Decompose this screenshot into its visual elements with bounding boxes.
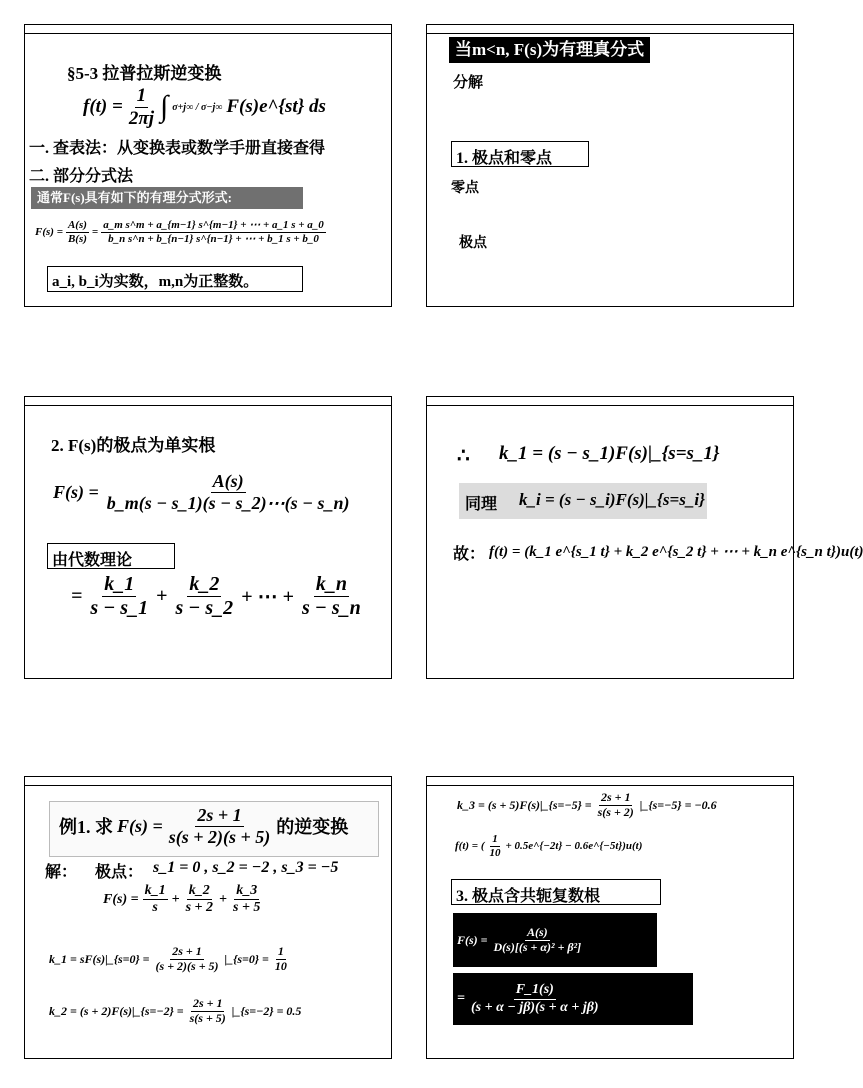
ft-rest: + 0.5e^{−2t} − 0.6e^{−5t})u(t) <box>505 840 643 853</box>
k1-eval: |_{s=0} = <box>224 951 269 966</box>
plus: + <box>219 891 227 907</box>
rational-ratio <box>66 219 89 245</box>
ki-formula: k_i = (s − s_i)F(s)|_{s=s_i} <box>519 490 705 509</box>
slide-top-rule <box>427 33 793 34</box>
ellipsis: + ⋯ + <box>241 586 294 608</box>
k3-ratio <box>596 791 636 820</box>
therefore-sign: ∴ <box>457 445 470 467</box>
k2-ratio <box>188 997 228 1026</box>
partial-fractions <box>103 883 262 916</box>
partial-fraction-sum <box>71 573 363 620</box>
term-n-den: s − s_n <box>301 597 361 619</box>
rational-eq: = <box>91 226 99 239</box>
term-2-den: s − s_2 <box>175 597 234 619</box>
rational-num: A(s) <box>67 219 87 231</box>
example-num: 2s + 1 <box>197 805 242 825</box>
zeros-label: 零点 <box>451 181 479 196</box>
fs-formula <box>53 471 352 513</box>
inverse-coefficient <box>127 85 156 130</box>
poly-num: a_m s^m + a_{m−1} s^{m−1} + ⋯ + a_1 s + a_0 <box>103 219 324 231</box>
c2-den: (s + α − jβ)(s + α + jβ) <box>470 999 599 1015</box>
coef-den: 2πj <box>128 107 154 129</box>
poly-den: b_n s^n + b_{n−1} s^{n−1} + ⋯ + b_1 s + b_0 <box>108 232 319 245</box>
pf-term-3-num: k_3 <box>234 883 259 900</box>
c1-den: D(s)[(s + α)² + β²] <box>493 939 582 954</box>
k3-eval: |_{s=−5} = −0.6 <box>639 797 717 812</box>
example-label: 例1. 求 <box>59 817 113 838</box>
coefficients-note: a_i, b_i为实数，m,n为正整数。 <box>52 274 259 290</box>
k2-num: 2s + 1 <box>192 996 223 1010</box>
method-1: 一. 查表法：从变换表或数学手册直接查得 <box>29 140 326 157</box>
pf-term-3 <box>231 883 262 916</box>
slide-top-rule <box>25 33 391 34</box>
algebra-theory: 由代数理论 <box>52 552 133 569</box>
example-den: s(s + 2)(s + 5) <box>168 826 271 847</box>
fs-num: A(s) <box>212 471 244 491</box>
slide-top-rule <box>25 785 391 786</box>
ft-num: 1 <box>492 833 498 845</box>
term-1 <box>88 573 150 620</box>
same-reasoning-label: 同理 <box>465 496 498 513</box>
example-ratio <box>167 805 273 847</box>
c2-eq: = <box>457 991 465 1006</box>
rational-form <box>35 219 326 245</box>
poles-values: s_1 = 0 , s_2 = −2 , s_3 = −5 <box>153 859 339 876</box>
rational-den: B(s) <box>67 232 87 245</box>
highlight-banner: 通常F(s)具有如下的有理分式形式: <box>31 187 303 209</box>
slide-title: 2. F(s)的极点为单实根 <box>51 436 216 455</box>
decompose-label: 分解 <box>453 75 484 91</box>
fs-den: b_m(s − s_1)(s − s_2)⋯(s − s_n) <box>106 492 350 513</box>
k1-den: (s + 2)(s + 5) <box>155 958 219 973</box>
slide-2 <box>426 24 794 307</box>
coef-num: 1 <box>136 85 147 106</box>
k1-computation <box>49 945 289 974</box>
ft-result <box>455 833 642 859</box>
example-suffix: 的逆变换 <box>276 817 349 838</box>
c2-num: F_1(s) <box>514 982 556 999</box>
method-2: 二. 部分分式法 <box>29 168 134 185</box>
slide-top-rule <box>25 405 391 406</box>
pf-term-2 <box>184 883 215 916</box>
plus: + <box>156 585 168 607</box>
k1-result <box>273 945 289 974</box>
k3-lhs: k_3 = (s + 5)F(s)|_{s=−5} = <box>457 797 592 812</box>
poles-label: 极点 <box>459 236 487 251</box>
pf-term-2-den: s + 2 <box>185 900 214 916</box>
poles-zeros-box <box>451 141 589 167</box>
slide-5 <box>24 776 392 1059</box>
integrand: F(s)e^{st} ds <box>226 96 326 118</box>
result-formula: f(t) = (k_1 e^{s_1 t} + k_2 e^{s_2 t} + ⋯ + k_n e^{s_n t})u(t) <box>489 544 863 560</box>
complex-formula-2 <box>453 973 693 1025</box>
k1-formula: k_1 = (s − s_1)F(s)|_{s=s_1} <box>499 443 720 464</box>
inverse-formula <box>83 85 326 130</box>
algebra-theory-box <box>47 543 175 569</box>
example-line <box>59 805 348 847</box>
k1-num: 2s + 1 <box>172 944 202 958</box>
poles-label: 极点： <box>95 864 144 881</box>
term-2-num: k_2 <box>189 573 220 595</box>
inverse-lhs: f(t) = <box>83 96 123 118</box>
example-fs: F(s) = <box>117 815 163 836</box>
result-label: 故： <box>453 546 486 563</box>
coefficients-note-box <box>47 266 303 292</box>
slide-title: §5-3 拉普拉斯逆变换 <box>67 64 222 83</box>
rational-lhs: F(s) = <box>35 226 63 239</box>
pf-term-3-den: s + 5 <box>233 900 261 916</box>
slide-top-rule <box>427 785 793 786</box>
term-1-num: k_1 <box>104 573 135 595</box>
pf-term-1-den: s <box>152 900 158 916</box>
k1-result-num: 1 <box>277 944 284 958</box>
complex-roots-box <box>451 879 661 905</box>
integral-sign: ∫ <box>160 90 169 124</box>
plus: + <box>171 891 180 907</box>
pf-term-2-num: k_2 <box>187 883 212 900</box>
k2-computation <box>49 997 301 1026</box>
term-2 <box>174 573 236 620</box>
k1-lhs: k_1 = sF(s)|_{s=0} = <box>49 951 150 966</box>
slide-top-rule <box>427 405 793 406</box>
integral-limits: σ+j∞ / σ−j∞ <box>172 101 223 113</box>
term-n <box>300 573 363 620</box>
slide-1 <box>24 24 392 307</box>
c1-ratio <box>492 926 584 955</box>
k2-den: s(s + 5) <box>189 1010 226 1025</box>
sum-eq: = <box>71 585 83 607</box>
c2-ratio <box>469 982 601 1015</box>
term-n-num: k_n <box>315 573 347 595</box>
c1-lhs: F(s) = <box>457 932 488 947</box>
k1-ratio <box>154 945 221 974</box>
k3-computation <box>457 791 717 820</box>
complex-roots-title: 3. 极点含共轭复数根 <box>456 888 601 905</box>
slide-4 <box>426 396 863 679</box>
solution-label: 解： <box>45 864 78 881</box>
k1-result-den: 10 <box>274 958 287 973</box>
pf-term-1 <box>143 883 168 916</box>
pf-lhs: F(s) = <box>103 891 139 907</box>
slide-3 <box>24 396 392 679</box>
ft-den: 10 <box>489 846 501 859</box>
pf-term-1-num: k_1 <box>143 883 168 900</box>
ft-lhs: f(t) = ( <box>455 840 485 853</box>
k2-lhs: k_2 = (s + 2)F(s)|_{s=−2} = <box>49 1003 184 1018</box>
poles-zeros-title: 1. 极点和零点 <box>456 150 553 167</box>
k3-num: 2s + 1 <box>600 790 631 804</box>
polynomial-ratio <box>101 219 326 245</box>
ft-fraction <box>487 833 502 859</box>
fs-ratio <box>105 471 352 513</box>
term-1-den: s − s_1 <box>90 597 149 619</box>
slide-6 <box>426 776 794 1059</box>
complex-formula-1 <box>453 913 657 967</box>
slide-header: 当m<n, F(s)为有理真分式 <box>449 37 650 63</box>
fs-lhs: F(s) = <box>53 481 99 502</box>
k2-eval: |_{s=−2} = 0.5 <box>231 1003 302 1018</box>
c1-num: A(s) <box>527 924 548 939</box>
k3-den: s(s + 2) <box>597 804 634 819</box>
